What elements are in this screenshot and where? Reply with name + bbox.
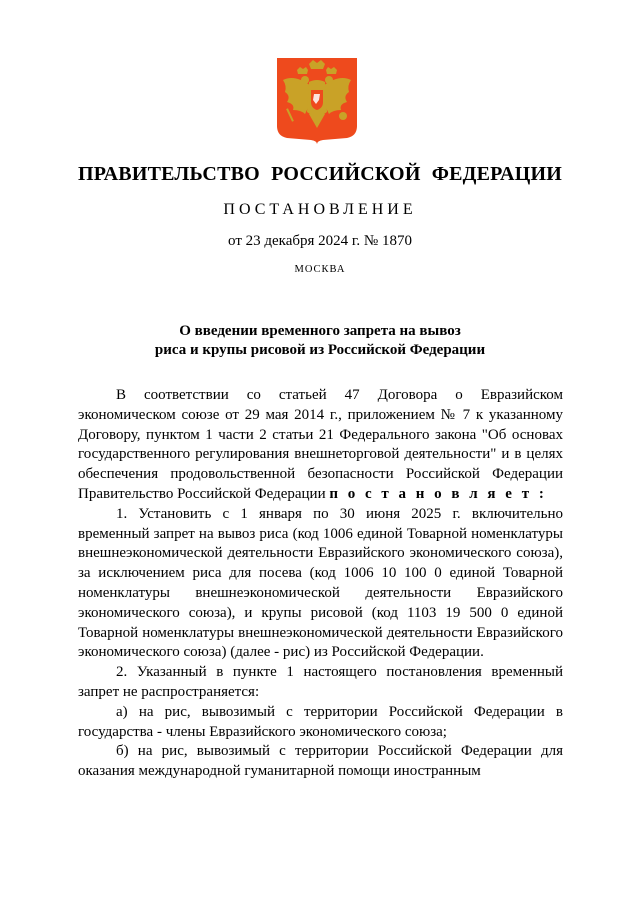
- paragraph-2b: б) на рис, вывозимый с территории Российской Федерации для оказания международной гуманитарной помощи иностранным: [78, 743, 563, 780]
- document-date-number: от 23 декабря 2024 г. № 1870: [228, 233, 412, 249]
- organization-name: ПРАВИТЕЛЬСТВО РОССИЙСКОЙ ФЕДЕРАЦИИ: [78, 163, 562, 185]
- title-line-2: риса и крупы рисовой из Российской Федерации: [154, 342, 486, 358]
- document-body: [78, 386, 563, 782]
- coat-of-arms-emblem: [275, 56, 359, 144]
- document-city: МОСКВА: [294, 264, 346, 275]
- document-title: [80, 322, 560, 360]
- preamble-paragraph: [78, 386, 563, 505]
- paragraph-1: 1. Установить с 1 января по 30 июня 2025 г. включительно временный запрет на вывоз риса (код 1006 единой Товарной номенклатуры внешнеэкономической деятельности Евразийского экономического союза), за исключением риса для посева (код 1006 10 100 0 единой Товарной номенклатуры внешнеэкономической деятельности Евразийского экономического союза), и крупы рисовой (код 1103 19 500 0 единой Товарной номенклатуры внешнеэкономической деятельности Евразийского экономического союза) (далее - рис) из Российской Федерации.: [78, 505, 563, 661]
- paragraph-2a: а) на рис, вывозимый с территории Российской Федерации в государства - члены Евразийского экономического союза;: [78, 703, 563, 740]
- title-line-1: О введении временного запрета на вывоз: [179, 323, 461, 339]
- paragraph-2: 2. Указанный в пункте 1 настоящего постановления временный запрет не распространяется:: [78, 664, 563, 700]
- preamble-text: В соответствии со статьей 47 Договора о Евразийском экономическом союзе от 29 мая 2014 г., приложением № 7 к указанному Договору, пунктом 1 части 2 статьи 21 Федерального закона "Об основах государственного регулирования внешнеторговой деятельности" и в целях обеспечения продовольственной безопасности Российской Федерации Правительство Российской Федерации: [78, 387, 563, 502]
- decree-word: п о с т а н о в л я е т :: [329, 485, 547, 502]
- document-type: ПОСТАНОВЛЕНИЕ: [223, 201, 417, 218]
